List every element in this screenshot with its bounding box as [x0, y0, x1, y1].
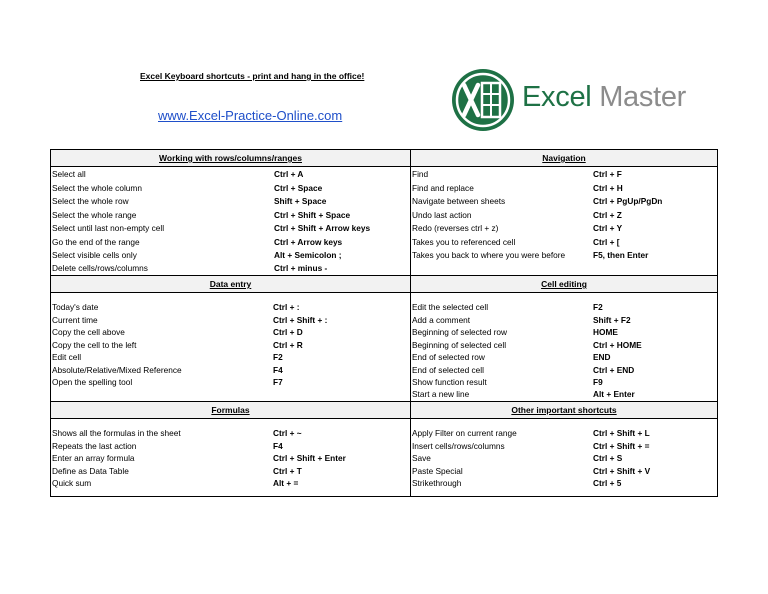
table-row: [411, 339, 717, 352]
section-data-entry: [51, 276, 410, 401]
shortcut-action: Takes you back to where you were before: [412, 250, 566, 260]
shortcut-action: Start a new line: [412, 389, 470, 399]
table-row: [411, 351, 717, 364]
shortcut-keys: Ctrl + :: [273, 302, 300, 312]
shortcut-action: Shows all the formulas in the sheet: [52, 428, 181, 438]
section-formulas: [51, 402, 410, 496]
shortcut-keys: Ctrl + Arrow keys: [274, 236, 343, 247]
table-row: [51, 249, 410, 262]
shortcut-action: End of selected row: [412, 352, 485, 362]
shortcut-action: Copy the cell to the left: [52, 339, 137, 350]
shortcuts-sheet: [50, 149, 718, 497]
shortcut-keys: F4: [273, 440, 283, 451]
shortcut-action: Select visible cells only: [52, 250, 137, 260]
shortcut-keys: Ctrl + Shift + Space: [274, 209, 351, 220]
section-header: Working with rows/columns/ranges: [51, 150, 410, 167]
shortcut-keys: Ctrl + PgUp/PgDn: [593, 196, 663, 206]
table-row: [411, 209, 717, 222]
shortcut-keys: Ctrl + 5: [593, 478, 622, 488]
table-row: [411, 465, 717, 478]
shortcut-action: Navigate between sheets: [412, 196, 506, 206]
table-row: [411, 249, 717, 262]
shortcut-action: Edit the selected cell: [412, 302, 489, 312]
table-row: [51, 182, 410, 195]
shortcut-action: Find: [412, 169, 429, 179]
table-row: [51, 351, 410, 364]
section-rows-columns: [51, 150, 410, 275]
shortcut-keys: Ctrl + Shift + V: [593, 465, 651, 476]
shortcut-keys: Ctrl + Shift + Arrow keys: [274, 223, 371, 233]
shortcut-action: End of selected cell: [412, 364, 484, 375]
table-row: [51, 364, 410, 377]
shortcut-keys: F7: [273, 377, 283, 387]
section-cell-editing: [411, 276, 717, 401]
shortcut-action: Insert cells/rows/columns: [412, 440, 505, 451]
table-row: [411, 477, 717, 490]
shortcut-action: Save: [412, 453, 431, 463]
table-row: [51, 477, 410, 490]
website-link[interactable]: www.Excel-Practice-Online.com: [158, 108, 343, 123]
shortcut-action: Takes you to referenced cell: [412, 236, 516, 247]
shortcut-keys: Ctrl + D: [273, 327, 303, 337]
shortcut-action: Paste Special: [412, 465, 463, 476]
shortcut-keys: F9: [593, 377, 603, 387]
table-row: [411, 301, 717, 314]
table-row: [51, 376, 410, 389]
section-header: Other important shortcuts: [411, 402, 717, 419]
shortcut-keys: Ctrl + T: [273, 465, 302, 476]
table-row: [51, 465, 410, 478]
shortcut-action: Find and replace: [412, 182, 474, 193]
table-row: [411, 222, 717, 235]
shortcut-action: Quick sum: [52, 478, 92, 488]
shortcut-keys: Alt + Enter: [593, 389, 635, 399]
table-row: [51, 326, 410, 339]
shortcut-action: Show function result: [412, 377, 487, 387]
table-row: [51, 452, 410, 465]
shortcut-action: Define as Data Table: [52, 465, 129, 476]
shortcut-action: Beginning of selected row: [412, 327, 508, 337]
shortcut-action: Enter an array formula: [52, 453, 135, 463]
table-row: [411, 195, 717, 208]
shortcut-keys: Shift + Space: [274, 196, 327, 206]
table-row: [411, 168, 717, 181]
shortcut-action: Beginning of selected cell: [412, 339, 507, 350]
section-header: Navigation: [411, 150, 717, 167]
table-row: [411, 364, 717, 377]
shortcut-keys: Ctrl + S: [593, 453, 623, 463]
shortcut-keys: Ctrl + HOME: [593, 339, 642, 350]
section-header: Formulas: [51, 402, 410, 419]
table-row: [411, 314, 717, 327]
shortcut-keys: Ctrl + H: [593, 182, 623, 193]
shortcut-action: Select until last non-empty cell: [52, 223, 165, 233]
shortcut-keys: Ctrl + Space: [274, 182, 323, 193]
shortcut-keys: END: [593, 352, 611, 362]
shortcut-keys: HOME: [593, 327, 618, 337]
section-navigation: [411, 150, 717, 275]
shortcut-action: Select the whole range: [52, 209, 137, 220]
shortcut-action: Repeats the last action: [52, 440, 137, 451]
shortcut-action: Absolute/Relative/Mixed Reference: [52, 364, 182, 375]
section-other-shortcuts: [411, 402, 717, 496]
table-row: [411, 182, 717, 195]
shortcut-keys: Shift + F2: [593, 314, 631, 325]
shortcut-action: Select the whole column: [52, 182, 142, 193]
table-row: [51, 427, 410, 440]
shortcut-keys: Ctrl + F: [593, 169, 622, 179]
table-row: [411, 452, 717, 465]
shortcut-keys: Ctrl + Shift + L: [593, 428, 650, 438]
shortcut-keys: Ctrl + Z: [593, 209, 622, 220]
table-row: [411, 440, 717, 453]
shortcut-keys: Ctrl + minus -: [274, 263, 328, 273]
shortcut-action: Edit cell: [52, 352, 82, 362]
shortcut-action: Delete cells/rows/columns: [52, 263, 148, 273]
shortcut-keys: Alt + Semicolon ;: [274, 250, 342, 260]
table-row: [51, 314, 410, 327]
table-row: [51, 339, 410, 352]
excel-master-logo: [450, 67, 687, 133]
section-header: Cell editing: [411, 276, 717, 293]
excel-logo-icon: [450, 67, 516, 133]
table-row: [51, 195, 410, 208]
table-row: [51, 222, 410, 235]
logo-wordmark: Excel Master: [522, 81, 687, 113]
shortcut-keys: Ctrl + Y: [593, 223, 623, 233]
shortcut-keys: Ctrl + R: [273, 339, 303, 350]
shortcut-action: Select the whole row: [52, 196, 129, 206]
table-row: [411, 388, 717, 401]
shortcut-action: Undo last action: [412, 209, 472, 220]
shortcut-keys: Ctrl + [: [593, 236, 620, 247]
shortcut-action: Current time: [52, 314, 98, 325]
table-row: [411, 427, 717, 440]
shortcut-action: Select all: [52, 169, 86, 179]
shortcut-action: Copy the cell above: [52, 327, 125, 337]
shortcut-keys: F2: [593, 302, 603, 312]
table-row: [51, 209, 410, 222]
shortcut-keys: Ctrl + A: [274, 169, 304, 179]
table-row: [51, 301, 410, 314]
section-header: Data entry: [51, 276, 410, 293]
shortcut-action: Apply Filter on current range: [412, 428, 517, 438]
shortcut-keys: Ctrl + END: [593, 364, 635, 375]
shortcut-keys: Ctrl + ~: [273, 428, 302, 438]
shortcut-action: Go the end of the range: [52, 236, 140, 247]
shortcut-keys: F5, then Enter: [593, 250, 649, 260]
shortcut-keys: Alt + =: [273, 478, 299, 488]
table-row: [411, 326, 717, 339]
shortcut-action: Open the spelling tool: [52, 377, 133, 387]
table-row: [51, 236, 410, 249]
shortcut-keys: Ctrl + Shift + Enter: [273, 453, 346, 463]
shortcut-keys: Ctrl + Shift + =: [593, 440, 650, 451]
shortcut-action: Add a comment: [412, 314, 471, 325]
shortcut-keys: F4: [273, 364, 283, 375]
table-row: [51, 168, 410, 181]
shortcut-action: Strikethrough: [412, 478, 462, 488]
shortcut-action: Redo (reverses ctrl + z): [412, 223, 499, 233]
shortcut-keys: F2: [273, 352, 283, 362]
table-row: [51, 440, 410, 453]
table-row: [51, 262, 410, 275]
page-title: Excel Keyboard shortcuts - print and hang in the office!: [140, 71, 365, 81]
table-row: [411, 236, 717, 249]
shortcut-action: Today's date: [52, 302, 99, 312]
shortcut-keys: Ctrl + Shift + :: [273, 314, 328, 325]
